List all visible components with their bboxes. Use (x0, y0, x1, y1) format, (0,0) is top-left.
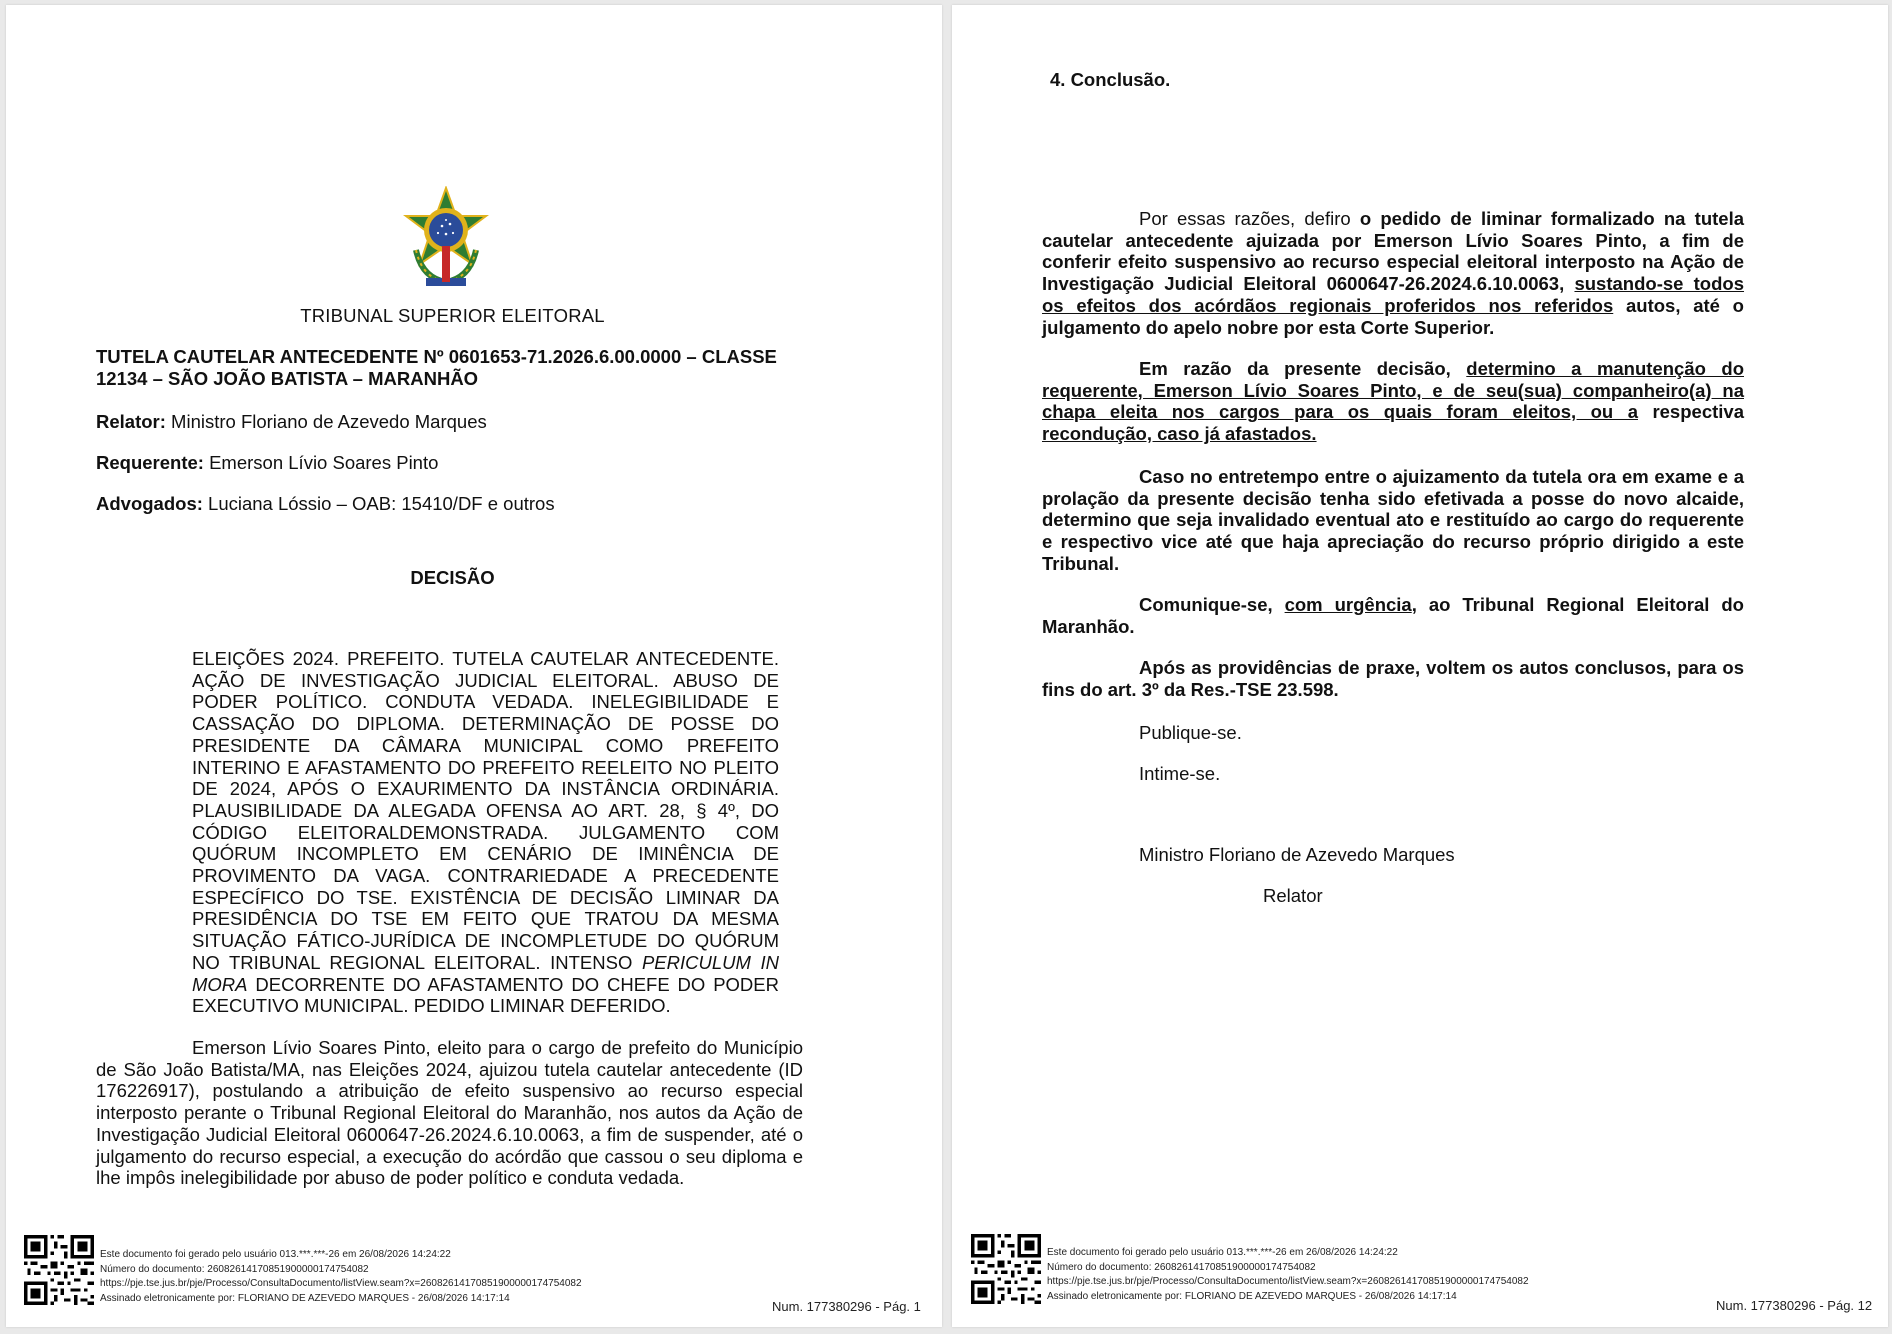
court-name: TRIBUNAL SUPERIOR ELEITORAL (300, 305, 605, 326)
requerente-value: Emerson Lívio Soares Pinto (203, 452, 439, 473)
footer-signature-line: Assinado eletronicamente por: FLORIANO DE AZEVEDO MARQUES - 26/08/2026 14:17:14 (100, 1292, 510, 1304)
signer-role: Relator (1263, 885, 1323, 906)
footer-signature-line: Assinado eletronicamente por: FLORIANO DE AZEVEDO MARQUES - 26/08/2026 14:17:14 (1047, 1290, 1457, 1302)
p4-start: Comunique-se, (1139, 594, 1285, 615)
p1-end: autos, até o julgamento do apelo nobre por esta Corte Superior. (1042, 294, 1744, 338)
signer-name: Ministro Floriano de Azevedo Marques (1139, 844, 1455, 865)
case-heading: TUTELA CAUTELAR ANTECEDENTE Nº 0601653-71.2026.6.00.0000 – CLASSE 12134 – SÃO JOÃO BATISTA – MARANHÃO (96, 346, 777, 389)
relator-line (96, 411, 487, 433)
footer-document-number: Número do documento: 26082614170851900000174754082 (1047, 1261, 1316, 1273)
conclusion-paragraph-4 (1042, 594, 1744, 637)
p2-start: Em razão da presente decisão, (1139, 358, 1467, 379)
conclusion-paragraph-5: Após as providências de praxe, voltem os autos conclusos, para os fins do art. 3º da Res.-TSE 23.598. (1042, 657, 1744, 700)
advogados-line (96, 493, 555, 515)
footer-generated-line: Este documento foi gerado pelo usuário 013.***.***-26 em 26/08/2026 14:24:22 (100, 1249, 451, 1260)
body-paragraph: Emerson Lívio Soares Pinto, eleito para o cargo de prefeito do Município de São João Batista/MA, nas Eleições 2024, ajuizou tutela cautelar antecedente (ID 176226917), postulando a atribuição de efeito suspensivo ao recurso especial interposto perante o Tribunal Regional Eleitoral do Maranhão, nos autos da Ação de Investigação Judicial Eleitoral 0600647-26.2024.6.10.0063, a fim de suspender, até o julgamento do recurso especial, a execução do acórdão que cassou o seu diploma e lhe impôs inelegibilidade por abuso de poder político e conduta vedada. (96, 1037, 803, 1189)
document-page-12 (952, 5, 1888, 1327)
footer-generated-line: Este documento foi gerado pelo usuário 013.***.***-26 em 26/08/2026 14:24:22 (1047, 1247, 1398, 1258)
document-page-1 (6, 5, 942, 1327)
footer-url-link[interactable]: https://pje.tse.jus.br/pje/Processo/ConsultaDocumento/listView.seam?x=26082614170851900000174754082 (1047, 1276, 1529, 1288)
advogados-label: Advogados: (96, 493, 203, 514)
decision-title: DECISÃO (410, 567, 495, 588)
footer-url-link[interactable]: https://pje.tse.jus.br/pje/Processo/ConsultaDocumento/listView.seam?x=26082614170851900000174754082 (100, 1278, 582, 1290)
requerente-line (96, 452, 438, 474)
page-number: Num. 177380296 - Pág. 12 (1716, 1298, 1873, 1313)
conclusion-paragraph-2 (1042, 358, 1744, 445)
p2-underlined-end: recondução, caso já afastados. (1042, 423, 1317, 445)
brazil-coat-of-arms-icon (402, 186, 490, 294)
advogados-value: Luciana Lóssio – OAB: 15410/DF e outros (202, 493, 555, 514)
conclusion-paragraph-1 (1042, 208, 1744, 338)
page-number: Num. 177380296 - Pág. 1 (772, 1299, 921, 1314)
footer-document-number: Número do documento: 26082614170851900000174754082 (100, 1263, 369, 1275)
requerente-label: Requerente: (96, 452, 204, 473)
p4-underlined: com urgência (1284, 594, 1412, 615)
document-footer (100, 1248, 582, 1306)
qr-code-icon[interactable] (971, 1234, 1041, 1304)
relator-label: Relator: (96, 411, 166, 432)
document-footer (1047, 1246, 1529, 1304)
qr-code-icon[interactable] (24, 1235, 94, 1305)
section-title: 4. Conclusão. (1050, 69, 1171, 90)
ementa (192, 648, 779, 1017)
ementa-text-end: DECORRENTE DO AFASTAMENTO DO CHEFE DO PODER EXECUTIVO MUNICIPAL. PEDIDO LIMINAR DEFERIDO. (192, 973, 779, 1017)
p4-end: , ao Tribunal Regional Eleitoral do Maranhão. (1042, 594, 1744, 637)
p2-middle: respectiva (1637, 401, 1744, 423)
ementa-text: ELEIÇÕES 2024. PREFEITO. TUTELA CAUTELAR ANTECEDENTE. AÇÃO DE INVESTIGAÇÃO JUDICIAL ELEITORAL. ABUSO DE PODER POLÍTICO. CONDUTA VEDADA. INELEGIBILIDADE E CASSAÇÃO DO DIPLOMA. DETERMINAÇÃO DE POSSE DO PRESIDENTE DA CÂMARA MUNICIPAL COMO PREFEITO INTERINO E AFASTAMENTO DO PREFEITO REELEITO NO PLEITO DE 2024, APÓS O EXAURIMENTO DA INSTÂNCIA ORDINÁRIA. PLAUSIBILIDADE DA ALEGADA OFENSA AO ART. 28, § 4º, DO CÓDIGO ELEITORALDEMONSTRADA. JULGAMENTO COM QUÓRUM INCOMPLETO EM CENÁRIO DE IMINÊNCIA DE PROVIMENTO DA VAGA. CONTRARIEDADE A PRECEDENTE ESPECÍFICO DO TSE. EXISTÊNCIA DE DECISÃO LIMINAR DA PRESIDÊNCIA DO TSE EM FEITO QUE TRATOU DA MESMA SITUAÇÃO FÁTICO-JURÍDICA DE INCOMPLETUDE DO QUÓRUM NO TRIBUNAL REGIONAL ELEITORAL. INTENSO (192, 648, 779, 973)
publique-line: Publique-se. (1139, 722, 1242, 743)
p1-start: Por essas razões, defiro (1139, 208, 1360, 229)
p1-underlined: sustando-se todos os efeitos dos acórdãos regionais proferidos nos referidos (1042, 273, 1745, 316)
ementa-italic: PERICULUM IN MORA (192, 951, 779, 995)
p1-bold: o pedido de liminar formalizado na tutela cautelar antecedente ajuizada por Emerson Lívio Soares Pinto, a fim de conferir efeito suspensivo ao recurso especial eleitoral interposto na Ação de Investigação Judicial Eleitoral 0600647-26.2024.6.10.0063, (1042, 208, 1745, 295)
intime-line: Intime-se. (1139, 763, 1221, 784)
conclusion-paragraph-3: Caso no entretempo entre o ajuizamento da tutela ora em exame e a prolação da presente decisão tenha sido efetivada a posse do novo alcaide, determino que seja invalidado eventual ato e restituído ao cargo do requerente e respectivo vice até que haja apreciação do recurso próprio dirigido a este Tribunal. (1042, 466, 1744, 574)
relator-value: Ministro Floriano de Azevedo Marques (165, 411, 487, 432)
p2-underlined: determino a manutenção do requerente, Emerson Lívio Soares Pinto, e de seu(sua) companheiro(a) na chapa eleita nos cargos para os quais foram eleitos, ou a (1042, 358, 1744, 423)
